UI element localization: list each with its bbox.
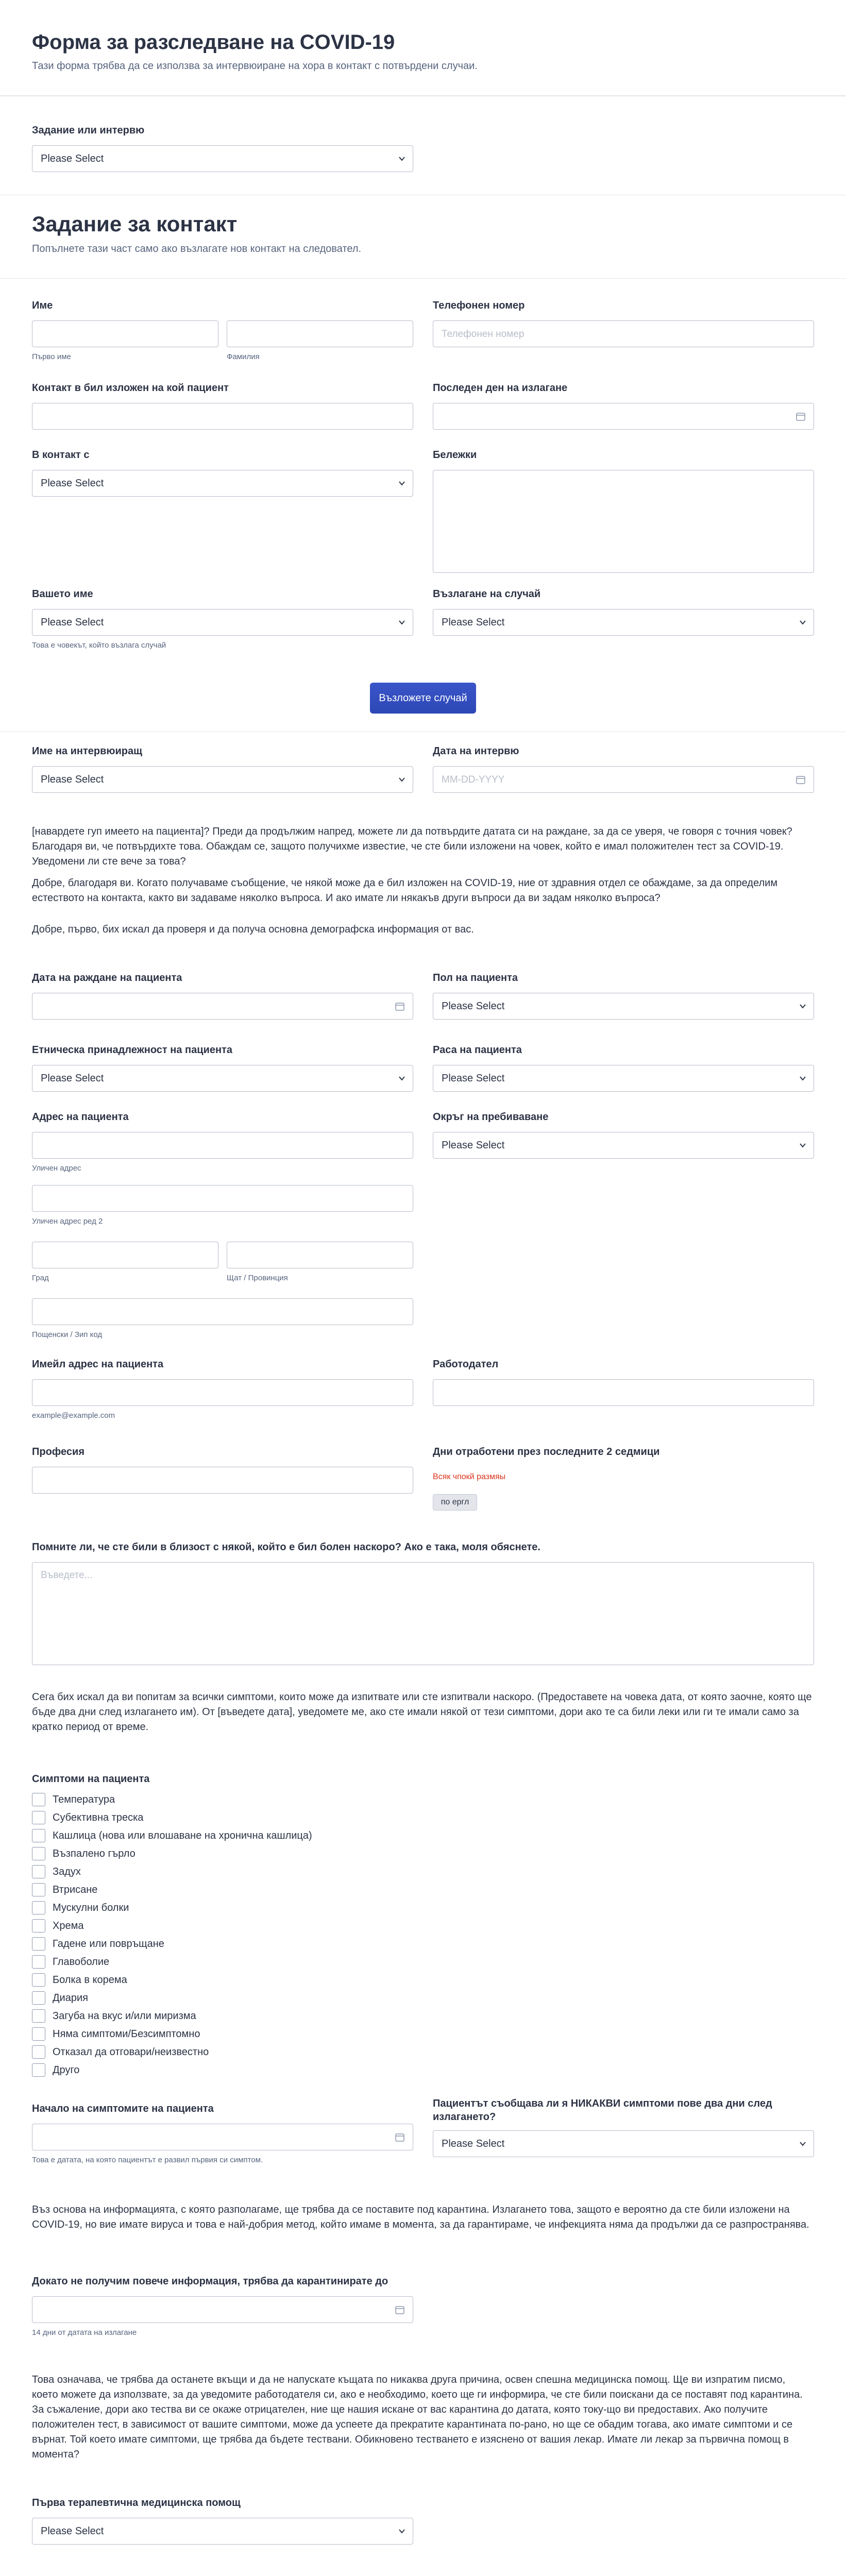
last-name-input[interactable]	[227, 320, 413, 347]
birth-date-label: Дата на раждане на пациента	[32, 972, 182, 984]
symptoms-48-select[interactable]: Please Select	[433, 2130, 814, 2157]
symptom-label: Субективна треска	[53, 1812, 144, 1823]
close-contact-label: Помните ли, че сте били в близост с някой, който е бил болен наскоро? Ако е така, моля обяснете.	[32, 1541, 540, 1553]
symptom-option[interactable]	[32, 1882, 413, 1897]
gender-select[interactable]: Please Select	[433, 993, 814, 1020]
in-contact-select[interactable]: Please Select	[32, 470, 413, 497]
state-sublabel: Щат / Провинция	[227, 1274, 288, 1282]
street2-input[interactable]	[32, 1185, 413, 1212]
phone-input[interactable]: Телефонен номер	[433, 320, 814, 347]
form-title: Форма за разследване на COVID-19	[32, 31, 395, 54]
symptom-label: Възпалено гърло	[53, 1848, 136, 1859]
chevron-down-icon	[799, 1142, 806, 1149]
profession-label: Професия	[32, 1446, 84, 1458]
symptom-option[interactable]	[32, 1918, 413, 1934]
stay-home-text: Това означава, че трябва да останете вкъщи и да не напускате къщата по никаква друга причина, освен спешна медицинска помощ. Ще ви изпратим писмо, което можете да използвате, за да уведомите работодателя си, ако е необходимо, което ще ги информира, че сте били поискани да се поставят под карантина. За съжаление, дори ако тества ви се окаже отрицателен, ние ще нашия искане от вас карантина до датата, която току-що ви предоставих. Ако получите положителен тест, в зависимост от вашите симптоми, може да успеете да прекратите карантината по-рано, но ще се обадим тогава, ако имате симптоми и се върнат. Той което имате симптоми, ще трябва да бъдете тествани. Обикновено тестването е изяснено от вашия лекар. Имате ли лекар за първична помощ в момента?	[32, 2374, 803, 2460]
symptom-checkbox[interactable]	[32, 2009, 45, 2023]
interviewer-label: Име на интервюиращ	[32, 745, 143, 757]
email-sublabel: example@example.com	[32, 1411, 115, 1420]
primary-care-select[interactable]: Please Select	[32, 2518, 413, 2545]
notes-label: Бележки	[433, 449, 477, 461]
interview-date-label: Дата на интервю	[433, 745, 519, 757]
interviewer-select[interactable]: Please Select	[32, 766, 413, 793]
form-subtitle: Тази форма трябва да се използва за интервюиране на хора в контакт с потвърдени случаи.	[32, 60, 478, 72]
symptom-start-date-input[interactable]	[32, 2124, 413, 2150]
interview-date-input[interactable]: MM-DD-YYYY	[433, 766, 814, 793]
contact-with-label: Контакт в бил изложен на кой пациент	[32, 382, 229, 394]
ethnicity-select[interactable]: Please Select	[32, 1065, 413, 1092]
quarantine-until-sublabel: 14 дни от датата на излагане	[32, 2328, 137, 2337]
quarantine-until-label: Докато не получим повече информация, трябва да карантинирате до	[32, 2276, 388, 2287]
section-divider	[0, 278, 846, 279]
primary-care-label: Първа терапевтична медицинска помощ	[32, 2497, 241, 2509]
symptom-label: Хрема	[53, 1920, 84, 1931]
symptom-label: Диария	[53, 1992, 88, 2004]
city-sublabel: Град	[32, 1274, 49, 1282]
symptom-option[interactable]	[32, 2044, 413, 2060]
symptom-label: Гадене или повръщане	[53, 1938, 164, 1950]
symptoms-label: Симптоми на пациента	[32, 1773, 150, 1785]
symptom-option[interactable]	[32, 1936, 413, 1952]
street2-sublabel: Уличен адрес ред 2	[32, 1217, 103, 1226]
symptoms-intro-text: Сега бих искал да ви попитам за всички симптоми, които може да изпитвате или сте изпитвали наскоро. (Предоставете на човека дата, от която заочне, която ще бъде два дни след излагането им). От [въведете дата], уведомете ме, ако сте имали някой от тези симптоми, дори ако те са били леки или ги те имали само за кратко период от време.	[32, 1691, 812, 1733]
symptom-checkbox[interactable]	[32, 2027, 45, 2041]
intro-text-2: Добре, благодаря ви. Когато получаваме съобщение, че някой може да е бил изложен на COVID-19, ние от здравния отдел се обаждаме, за да определим естеството на контакта, както ви задаваме няколко въпроса. И ако имате ли някакъв други въпроси да ви задам няколко въпроса?	[32, 877, 778, 904]
address-label: Адрес на пациента	[32, 1111, 129, 1123]
symptom-checkbox[interactable]	[32, 1811, 45, 1824]
symptom-option[interactable]	[32, 2062, 413, 2078]
symptom-checkbox[interactable]	[32, 1937, 45, 1951]
in-contact-label: В контакт с	[32, 449, 90, 461]
chevron-down-icon	[799, 1003, 806, 1010]
assign-case-label: Възлагане на случай	[433, 588, 541, 600]
symptom-checkbox[interactable]	[32, 1865, 45, 1878]
symptom-checkbox[interactable]	[32, 1901, 45, 1914]
employer-input[interactable]	[433, 1379, 814, 1406]
symptom-checkbox[interactable]	[32, 1919, 45, 1933]
your-name-select[interactable]: Please Select	[32, 609, 413, 636]
assign-case-select[interactable]: Please Select	[433, 609, 814, 636]
task-select[interactable]: Please Select	[32, 145, 413, 172]
contact-with-input[interactable]	[32, 403, 413, 430]
header-divider	[0, 95, 846, 96]
work-days-error: Всяк чпокй размяы	[433, 1472, 506, 1481]
symptoms-48-label: Пациентът съобщава ли я НИКАКВИ симптоми пове два дни след излагането?	[433, 2098, 772, 2123]
work-days-label: Дни отработени през последните 2 седмици	[433, 1446, 660, 1458]
chevron-down-icon	[799, 619, 806, 626]
birth-date-input[interactable]	[32, 993, 413, 1020]
calendar-icon[interactable]	[394, 1001, 405, 1012]
symptom-checkbox[interactable]	[32, 1847, 45, 1860]
last-name-sublabel: Фамилия	[227, 352, 260, 361]
symptom-option[interactable]	[32, 1972, 413, 1988]
race-select[interactable]: Please Select	[433, 1065, 814, 1092]
ethnicity-label: Етническа принадлежност на пациента	[32, 1044, 232, 1056]
county-select[interactable]: Please Select	[433, 1132, 814, 1159]
symptom-label: Втрисане	[53, 1884, 98, 1895]
symptom-start-sublabel: Това е датата, на която пациентът е развил първия си симптом.	[32, 2156, 263, 2164]
assign-case-button[interactable]: Възложете случай	[370, 683, 476, 714]
your-name-sublabel: Това е човекът, който възлага случай	[32, 641, 166, 650]
symptom-checkbox[interactable]	[32, 1883, 45, 1896]
symptom-checkbox[interactable]	[32, 1829, 45, 1842]
notes-textarea[interactable]	[433, 470, 814, 573]
symptom-checkbox[interactable]	[32, 1793, 45, 1806]
email-input[interactable]	[32, 1379, 413, 1406]
last-exposure-date-input[interactable]	[433, 403, 814, 430]
symptom-checkbox[interactable]	[32, 2063, 45, 2077]
first-name-input[interactable]	[32, 320, 218, 347]
last-exposure-label: Последен ден на излагане	[433, 382, 568, 394]
zip-input[interactable]	[32, 1298, 413, 1325]
employer-label: Работодател	[433, 1359, 499, 1370]
symptom-option[interactable]	[32, 1900, 413, 1916]
calendar-icon[interactable]	[394, 2131, 405, 2143]
contact-section-title: Задание за контакт	[32, 212, 238, 236]
symptom-label: Болка в корема	[53, 1974, 127, 1986]
work-days-button[interactable]: по ергл	[433, 1494, 477, 1511]
profession-input[interactable]	[32, 1467, 413, 1494]
symptom-checkbox[interactable]	[32, 1955, 45, 1969]
your-name-label: Вашето име	[32, 588, 93, 600]
symptom-label: Друго	[53, 2064, 80, 2076]
chevron-down-icon	[398, 155, 405, 162]
symptom-option[interactable]	[32, 2026, 413, 2042]
symptom-option[interactable]	[32, 1846, 413, 1861]
city-input[interactable]	[32, 1242, 218, 1268]
task-label: Задание или интервю	[32, 125, 145, 136]
symptom-option[interactable]	[32, 1792, 413, 1807]
calendar-icon[interactable]	[795, 411, 806, 422]
street-sublabel: Уличен адрес	[32, 1164, 81, 1173]
chevron-down-icon	[398, 619, 405, 626]
chevron-down-icon	[398, 2528, 405, 2535]
symptom-checkbox[interactable]	[32, 1973, 45, 1987]
symptom-label: Задух	[53, 1866, 81, 1877]
chevron-down-icon	[799, 2140, 806, 2147]
symptom-label: Мускулни болки	[53, 1902, 129, 1913]
chevron-down-icon	[799, 1075, 806, 1082]
chevron-down-icon	[398, 480, 405, 487]
intro-text: [навардете гуп имеето на пациента]? Преди да продължим напред, можете ли да потвърдите датата си на раждане, за да се уверя, че говоря с точния човек? Благодаря ви, че потвърдихте това. Обаждам се, защото получихме известие, че сте били изложени на човек, който е имал положителен тест за COVID-19. Уведомени ли сте вече за това?	[32, 826, 792, 867]
symptom-checkbox[interactable]	[32, 1991, 45, 2005]
street-input[interactable]	[32, 1132, 413, 1159]
symptom-option[interactable]	[32, 1954, 413, 1970]
chevron-down-icon	[398, 1075, 405, 1082]
chevron-down-icon	[398, 776, 405, 783]
symptom-option[interactable]	[32, 2008, 413, 2024]
zip-sublabel: Пощенски / Зип код	[32, 1330, 103, 1339]
symptom-option[interactable]	[32, 1864, 413, 1879]
calendar-icon[interactable]	[795, 774, 806, 785]
symptom-option[interactable]	[32, 1810, 413, 1825]
state-input[interactable]	[227, 1242, 413, 1268]
symptom-label: Кашлица (нова или влошаване на хронична кашлица)	[53, 1830, 312, 1841]
symptom-checkbox[interactable]	[32, 2045, 45, 2059]
contact-section-subtitle: Попълнете тази част само ако възлагате нов контакт на следовател.	[32, 243, 362, 255]
county-label: Окръг на пребиваване	[433, 1111, 549, 1123]
symptom-start-label: Начало на симптомите на пациента	[32, 2103, 214, 2114]
phone-label: Телефонен номер	[433, 300, 525, 311]
symptom-label: Главоболие	[53, 1956, 110, 1968]
close-contact-textarea[interactable]: Въведете...	[32, 1562, 814, 1665]
quarantine-text: Въз основа на информацията, с която разполагаме, ще трябва да се поставите под карантина. Излагането това, защото е вероятно да сте били изложени на COVID-19, но вие имате вируса и това е най-добрия метод, който имаме в момента, за да гарантираме, че инфекцията няма да продължи да се разпространява.	[32, 2204, 809, 2230]
symptom-label: Загуба на вкус и/или миризма	[53, 2010, 196, 2022]
first-name-sublabel: Първо име	[32, 352, 71, 361]
gender-label: Пол на пациента	[433, 972, 518, 984]
email-label: Имейл адрес на пациента	[32, 1359, 164, 1370]
race-label: Раса на пациента	[433, 1044, 522, 1056]
calendar-icon[interactable]	[394, 2304, 405, 2315]
symptom-option[interactable]	[32, 1828, 413, 1843]
symptom-option[interactable]	[32, 1990, 413, 2006]
quarantine-until-date-input[interactable]	[32, 2296, 413, 2323]
symptom-label: Температура	[53, 1794, 115, 1805]
symptom-label: Няма симптоми/Безсимптомно	[53, 2028, 200, 2040]
name-label: Име	[32, 300, 53, 311]
symptom-label: Отказал да отговари/неизвестно	[53, 2046, 209, 2058]
intro-text-3: Добре, първо, бих искал да проверя и да получа основна демографска информация от вас.	[32, 924, 474, 935]
